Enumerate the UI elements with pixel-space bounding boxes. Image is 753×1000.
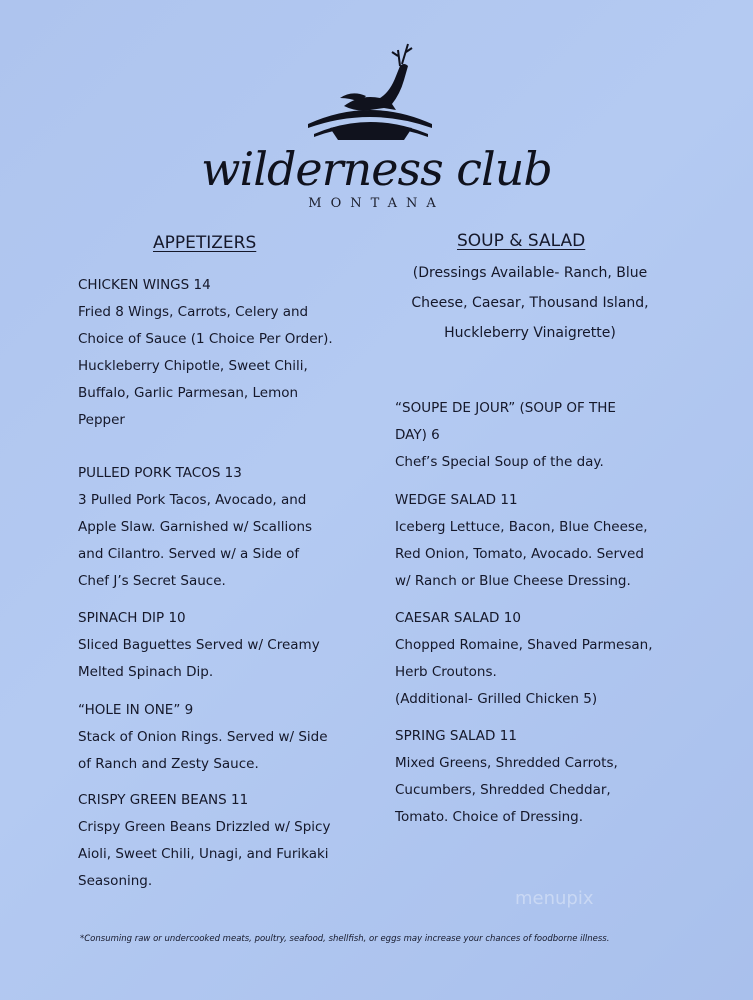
wings-title: CHICKEN WINGS 14 — [78, 277, 211, 293]
hole-title: “HOLE IN ONE” 9 — [78, 702, 194, 718]
spring-desc-1: Mixed Greens, Shredded Carrots, — [395, 755, 618, 771]
tacos-desc-3: and Cilantro. Served w/ a Side of — [78, 546, 300, 562]
appetizer-item-green-beans — [78, 787, 378, 895]
wings-desc-4: Buffalo, Garlic Parmesan, Lemon — [78, 385, 299, 401]
appetizers-heading: APPETIZERS — [153, 233, 257, 253]
spring-desc-2: Cucumbers, Shredded Cheddar, — [395, 782, 611, 798]
spring-title: SPRING SALAD 11 — [395, 728, 517, 744]
brand-name: wilderness club — [201, 142, 552, 196]
wings-desc-5: Pepper — [78, 412, 125, 428]
caesar-desc-3: (Additional- Grilled Chicken 5) — [395, 691, 598, 707]
tacos-desc-2: Apple Slaw. Garnished w/ Scallions — [78, 519, 313, 535]
appetizer-item-hole-in-one — [78, 697, 378, 778]
beans-desc-2: Aioli, Sweet Chili, Unagi, and Furikaki — [78, 846, 329, 862]
caesar-desc-1: Chopped Romaine, Shaved Parmesan, — [395, 637, 653, 653]
soup-desc: Chef’s Special Soup of the day. — [395, 454, 604, 470]
wings-desc-2: Choice of Sauce (1 Choice Per Order). — [78, 331, 333, 347]
salad-item-caesar — [395, 605, 685, 713]
salad-item-soup — [395, 395, 685, 476]
dressings-line-2: Cheese, Caesar, Thousand Island, — [411, 295, 649, 311]
footer-disclaimer: *Consuming raw or undercooked meats, poultry, seafood, shellfish, or eggs may increase your chances of foodborne illness. — [80, 934, 610, 944]
tacos-desc-1: 3 Pulled Pork Tacos, Avocado, and — [78, 492, 307, 508]
brand-location: MONTANA — [308, 196, 445, 211]
salad-item-spring — [395, 723, 685, 831]
watermark: menupix — [515, 888, 594, 909]
spinach-desc-1: Sliced Baguettes Served w/ Creamy — [78, 637, 320, 653]
dressings-line-1: (Dressings Available- Ranch, Blue — [412, 265, 648, 281]
deer-logo-icon — [300, 36, 440, 146]
tacos-desc-4: Chef J’s Secret Sauce. — [78, 573, 226, 589]
appetizer-item-tacos — [78, 460, 378, 595]
tacos-title: PULLED PORK TACOS 13 — [78, 465, 242, 481]
caesar-desc-2: Herb Croutons. — [395, 664, 497, 680]
appetizer-item-spinach-dip — [78, 605, 378, 686]
wedge-desc-3: w/ Ranch or Blue Cheese Dressing. — [395, 573, 631, 589]
soup-title-2: DAY) 6 — [395, 427, 440, 443]
wedge-desc-1: Iceberg Lettuce, Bacon, Blue Cheese, — [395, 519, 648, 535]
soup-title: “SOUPE DE JOUR” (SOUP OF THE — [395, 400, 616, 416]
spinach-title: SPINACH DIP 10 — [78, 610, 186, 626]
spring-desc-3: Tomato. Choice of Dressing. — [395, 809, 584, 825]
caesar-title: CAESAR SALAD 10 — [395, 610, 521, 626]
beans-title: CRISPY GREEN BEANS 11 — [78, 792, 249, 808]
wedge-title: WEDGE SALAD 11 — [395, 492, 518, 508]
dressings-note — [395, 258, 665, 348]
beans-desc-3: Seasoning. — [78, 873, 153, 889]
spinach-desc-2: Melted Spinach Dip. — [78, 664, 214, 680]
salad-item-wedge — [395, 487, 685, 595]
soup-salad-heading: SOUP & SALAD — [457, 231, 586, 251]
wings-desc-3: Huckleberry Chipotle, Sweet Chili, — [78, 358, 308, 374]
wings-desc-1: Fried 8 Wings, Carrots, Celery and — [78, 304, 309, 320]
appetizer-item-wings — [78, 272, 378, 434]
beans-desc-1: Crispy Green Beans Drizzled w/ Spicy — [78, 819, 331, 835]
hole-desc-1: Stack of Onion Rings. Served w/ Side — [78, 729, 328, 745]
wedge-desc-2: Red Onion, Tomato, Avocado. Served — [395, 546, 644, 562]
dressings-line-3: Huckleberry Vinaigrette) — [444, 325, 616, 341]
hole-desc-2: of Ranch and Zesty Sauce. — [78, 756, 259, 772]
